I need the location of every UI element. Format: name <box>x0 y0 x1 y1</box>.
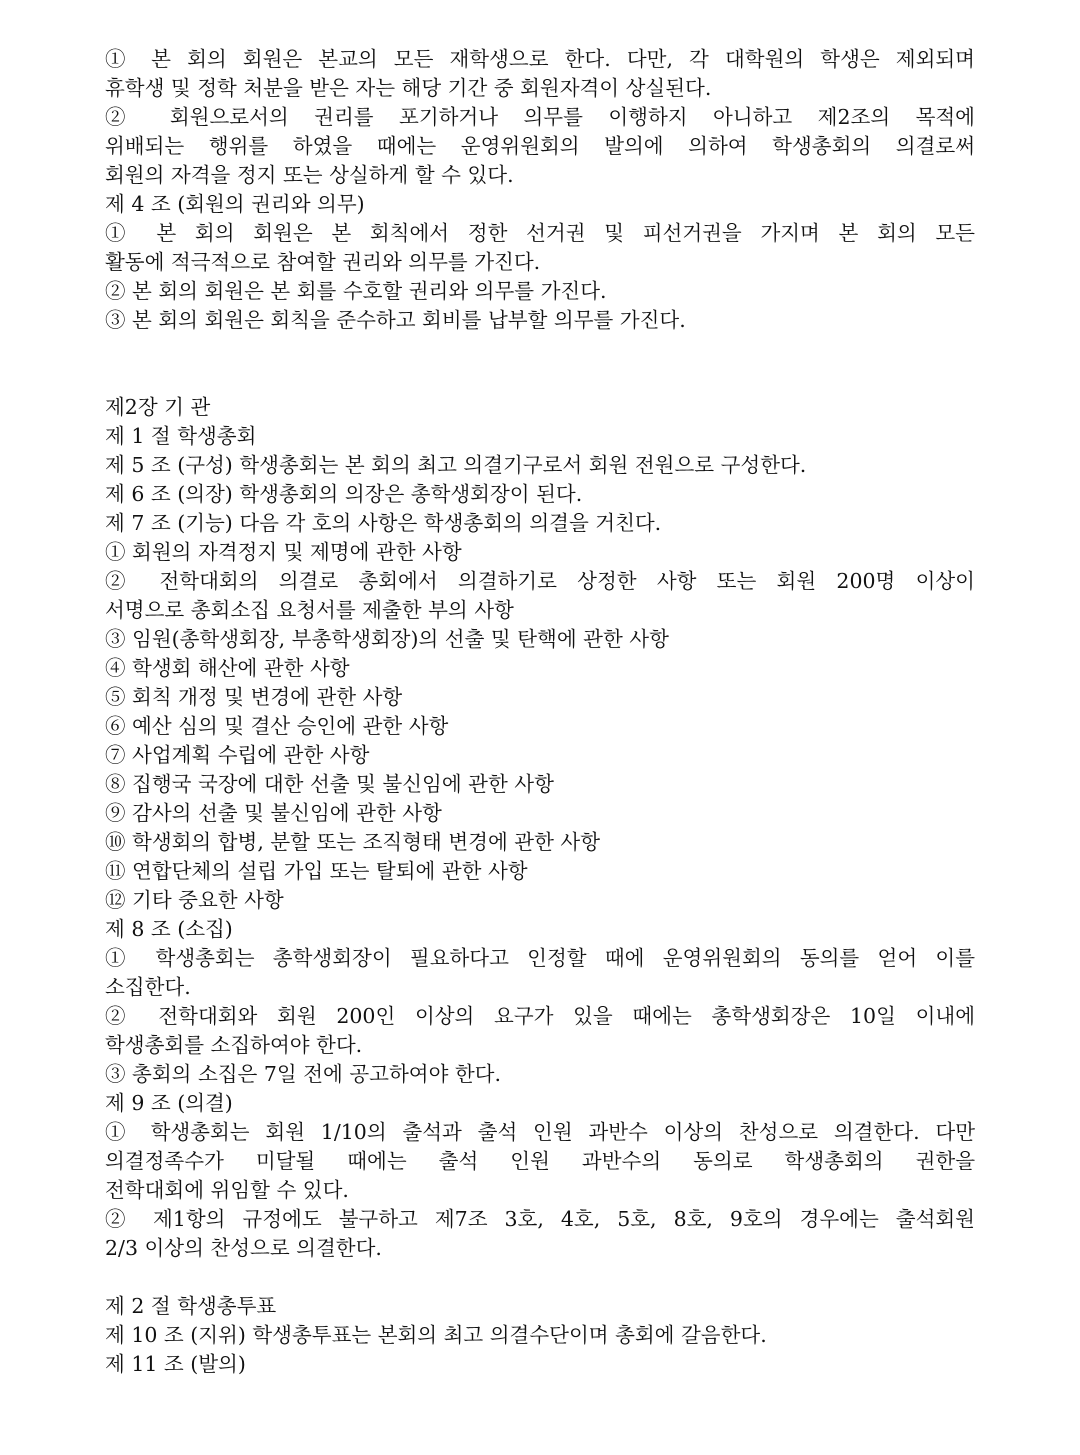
text-line: ③ 임원(총학생회장, 부총학생회장)의 선출 및 탄핵에 관한 사항 <box>105 627 669 651</box>
text-line: 의결정족수가 미달될 때에는 출석 인원 과반수의 동의로 학생총회의 권한을 <box>105 1149 975 1173</box>
text-line: ② 전학대회와 회원 200인 이상의 요구가 있을 때에는 총학생회장은 10일 이내에 <box>105 1004 975 1028</box>
text-line: 활동에 적극적으로 참여할 권리와 의무를 가진다. <box>105 250 541 274</box>
text-line: ② 제1항의 규정에도 불구하고 제7조 3호, 4호, 5호, 8호, 9호의 경우에는 출석회원 <box>105 1207 975 1231</box>
text-line: ② 전학대회의 의결로 총회에서 의결하기로 상정한 사항 또는 회원 200명 이상이 <box>105 569 975 593</box>
blank-line <box>105 364 975 393</box>
document-body <box>105 45 975 1379</box>
text-line: ② 본 회의 회원은 본 회를 수호할 권리와 의무를 가진다. <box>105 279 607 303</box>
text-line: 소집한다. <box>105 975 191 999</box>
text-line: ① 학생총회는 회원 1/10의 출석과 출석 인원 과반수 이상의 찬성으로 의결한다. 다만 <box>105 1120 975 1144</box>
blank-line <box>105 1263 975 1292</box>
text-line: ⑫ 기타 중요한 사항 <box>105 888 284 912</box>
text-line: ③ 본 회의 회원은 회칙을 준수하고 회비를 납부할 의무를 가진다. <box>105 308 686 332</box>
text-line: ⑦ 사업계획 수립에 관한 사항 <box>105 743 370 767</box>
text-line: ④ 학생회 해산에 관한 사항 <box>105 656 350 680</box>
text-line: ⑥ 예산 심의 및 결산 승인에 관한 사항 <box>105 714 449 738</box>
text-line: ③ 총회의 소집은 7일 전에 공고하여야 한다. <box>105 1062 502 1086</box>
text-line: 제2장 기 관 <box>105 395 211 419</box>
text-line: ① 본 회의 회원은 본 회칙에서 정한 선거권 및 피선거권을 가지며 본 회의 모든 <box>105 221 975 245</box>
text-line: ⑧ 집행국 국장에 대한 선출 및 불신임에 관한 사항 <box>105 772 554 796</box>
text-line: 학생총회를 소집하여야 한다. <box>105 1033 363 1057</box>
text-line: ⑨ 감사의 선출 및 불신임에 관한 사항 <box>105 801 442 825</box>
text-line: ① 본 회의 회원은 본교의 모든 재학생으로 한다. 다만, 각 대학원의 학생은 제외되며 <box>105 47 975 71</box>
text-line: 제 9 조 (의결) <box>105 1091 233 1115</box>
text-line: 서명으로 총회소집 요청서를 제출한 부의 사항 <box>105 598 514 622</box>
blank-line <box>105 335 975 364</box>
text-line: ① 회원의 자격정지 및 제명에 관한 사항 <box>105 540 462 564</box>
text-line: 휴학생 및 정학 처분을 받은 자는 해당 기간 중 회원자격이 상실된다. <box>105 76 712 100</box>
text-line: 제 7 조 (기능) 다음 각 호의 사항은 학생총회의 의결을 거친다. <box>105 511 662 535</box>
text-line: 제 2 절 학생총투표 <box>105 1294 277 1318</box>
text-line: ⑩ 학생회의 합병, 분할 또는 조직형태 변경에 관한 사항 <box>105 830 601 854</box>
text-line: 위배되는 행위를 하였을 때에는 운영위원회의 발의에 의하여 학생총회의 의결로써 <box>105 134 975 158</box>
text-line: 제 8 조 (소집) <box>105 917 233 941</box>
text-line: 제 4 조 (회원의 권리와 의무) <box>105 192 365 216</box>
text-line: 제 6 조 (의장) 학생총회의 의장은 총학생회장이 된다. <box>105 482 583 506</box>
text-line: 제 5 조 (구성) 학생총회는 본 회의 최고 의결기구로서 회원 전원으로 구성한다. <box>105 453 807 477</box>
text-line: 제 11 조 (발의) <box>105 1352 246 1376</box>
text-line: 회원의 자격을 정지 또는 상실하게 할 수 있다. <box>105 163 514 187</box>
text-line: 제 10 조 (지위) 학생총투표는 본회의 최고 의결수단이며 총회에 갈음한다. <box>105 1323 767 1347</box>
text-line: ⑤ 회칙 개정 및 변경에 관한 사항 <box>105 685 403 709</box>
text-line: 제 1 절 학생총회 <box>105 424 257 448</box>
text-line: 전학대회에 위임할 수 있다. <box>105 1178 349 1202</box>
text-line: 2/3 이상의 찬성으로 의결한다. <box>105 1236 382 1260</box>
text-line: ⑪ 연합단체의 설립 가입 또는 탈퇴에 관한 사항 <box>105 859 528 883</box>
text-line: ① 학생총회는 총학생회장이 필요하다고 인정할 때에 운영위원회의 동의를 얻어 이를 <box>105 946 975 970</box>
text-line: ② 회원으로서의 권리를 포기하거나 의무를 이행하지 아니하고 제2조의 목적에 <box>105 105 975 129</box>
